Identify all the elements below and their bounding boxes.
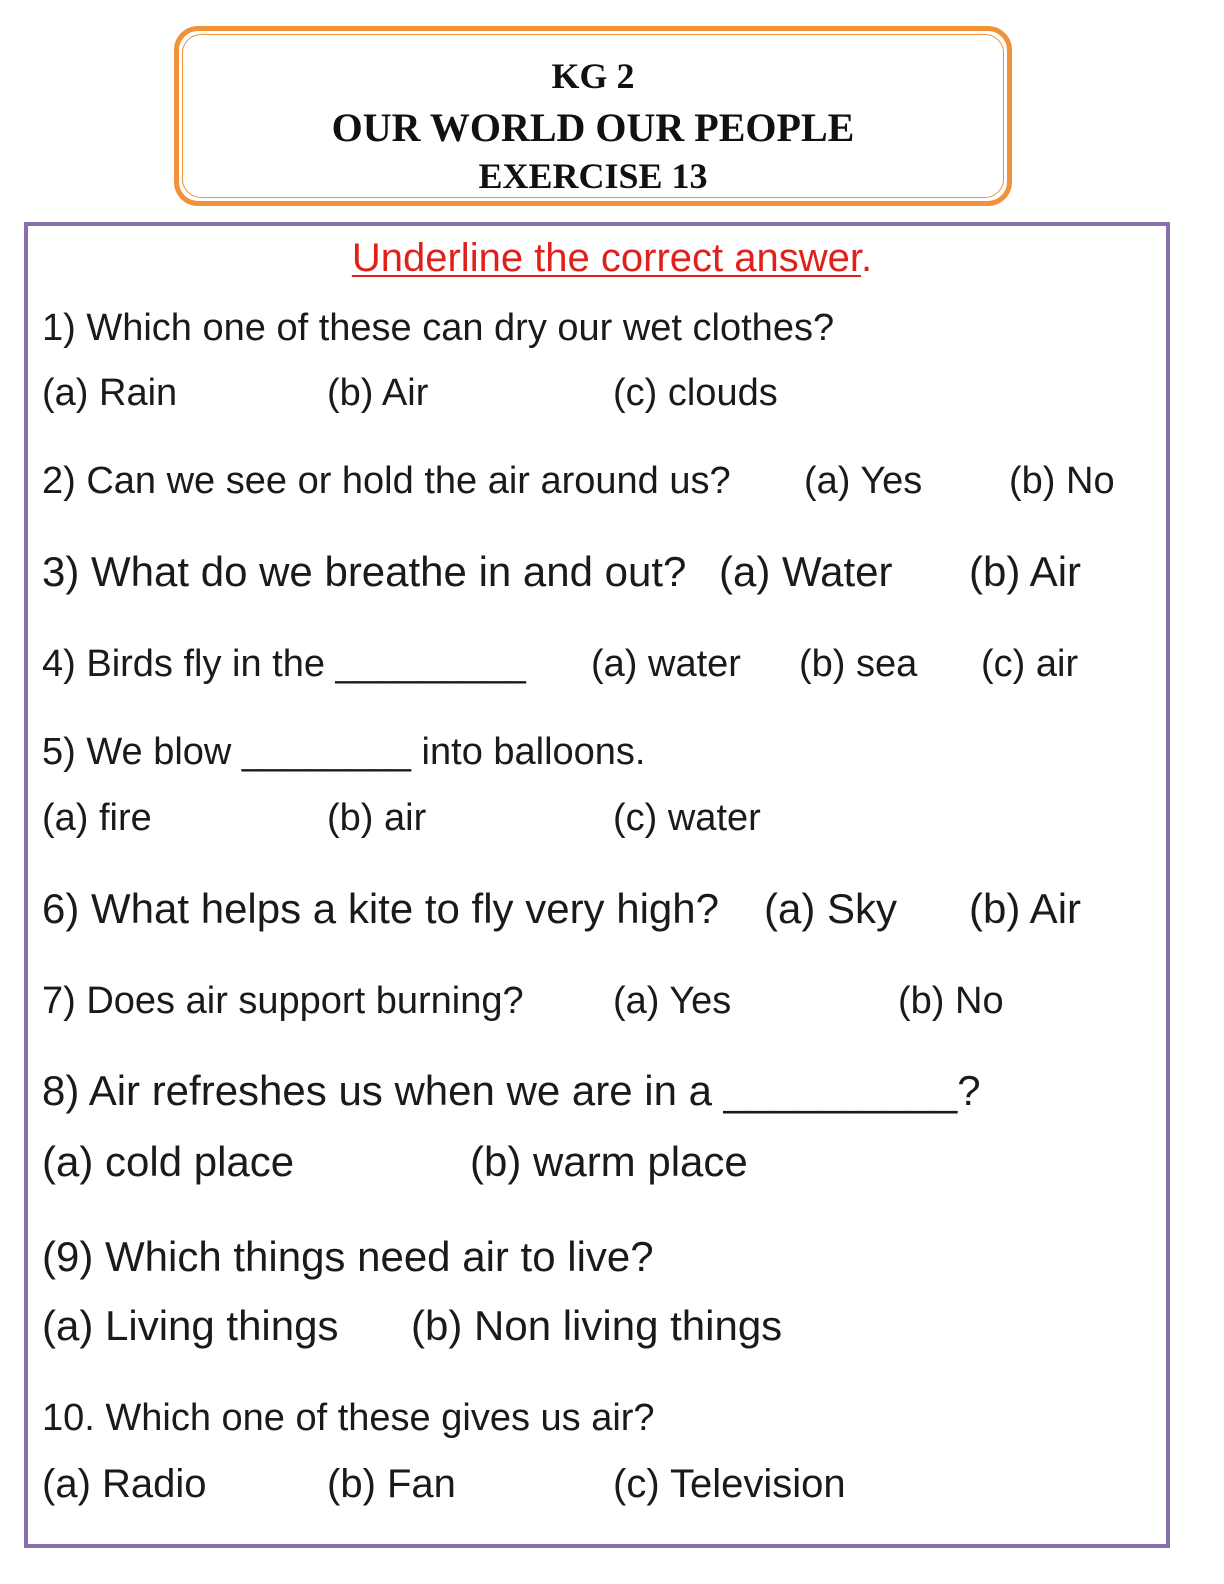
option-8a[interactable]: (a) cold place xyxy=(42,1138,295,1185)
option-8b[interactable]: (b) warm place xyxy=(470,1138,748,1185)
option-1b[interactable]: (b) Air xyxy=(327,372,429,414)
question-9: (9) Which things need air to live? xyxy=(42,1233,654,1280)
question-2: 2) Can we see or hold the air around us? xyxy=(42,460,731,502)
option-9a[interactable]: (a) Living things xyxy=(42,1302,339,1349)
question-8: 8) Air refreshes us when we are in a __________? xyxy=(42,1067,981,1114)
option-4c[interactable]: (c) air xyxy=(981,643,1079,685)
question-4: 4) Birds fly in the _________ xyxy=(42,643,526,685)
option-7b[interactable]: (b) No xyxy=(898,980,1004,1022)
question-7: 7) Does air support burning? xyxy=(42,980,524,1022)
option-9b[interactable]: (b) Non living things xyxy=(411,1302,783,1349)
option-7a[interactable]: (a) Yes xyxy=(613,980,732,1022)
grade-label: KG 2 xyxy=(551,56,635,96)
instruction-text: Underline the correct answer xyxy=(351,236,861,280)
subject-title: OUR WORLD OUR PEOPLE xyxy=(331,105,855,150)
option-6b[interactable]: (b) Air xyxy=(969,885,1082,932)
title-box xyxy=(174,26,1012,206)
question-3: 3) What do we breathe in and out? xyxy=(42,548,687,595)
question-6: 6) What helps a kite to fly very high? xyxy=(42,885,719,932)
option-5c[interactable]: (c) water xyxy=(613,797,761,839)
option-6a[interactable]: (a) Sky xyxy=(764,885,898,932)
question-10: 10. Which one of these gives us air? xyxy=(42,1397,655,1439)
option-5b[interactable]: (b) air xyxy=(327,797,427,839)
option-10c[interactable]: (c) Television xyxy=(613,1462,846,1506)
instruction-period: . xyxy=(861,236,873,280)
option-2b[interactable]: (b) No xyxy=(1009,460,1115,502)
option-10b[interactable]: (b) Fan xyxy=(327,1462,456,1506)
option-1c[interactable]: (c) clouds xyxy=(613,372,778,414)
option-5a[interactable]: (a) fire xyxy=(42,797,152,839)
option-4b[interactable]: (b) sea xyxy=(799,643,918,685)
option-3a[interactable]: (a) Water xyxy=(719,548,893,595)
option-3b[interactable]: (b) Air xyxy=(969,548,1082,595)
option-1a[interactable]: (a) Rain xyxy=(42,372,178,414)
option-4a[interactable]: (a) water xyxy=(591,643,741,685)
question-5: 5) We blow ________ into balloons. xyxy=(42,731,646,773)
exercise-label: EXERCISE 13 xyxy=(478,156,708,196)
option-2a[interactable]: (a) Yes xyxy=(804,460,923,502)
option-10a[interactable]: (a) Radio xyxy=(42,1462,207,1506)
instruction xyxy=(0,236,1224,281)
question-1: 1) Which one of these can dry our wet clothes? xyxy=(42,307,835,349)
